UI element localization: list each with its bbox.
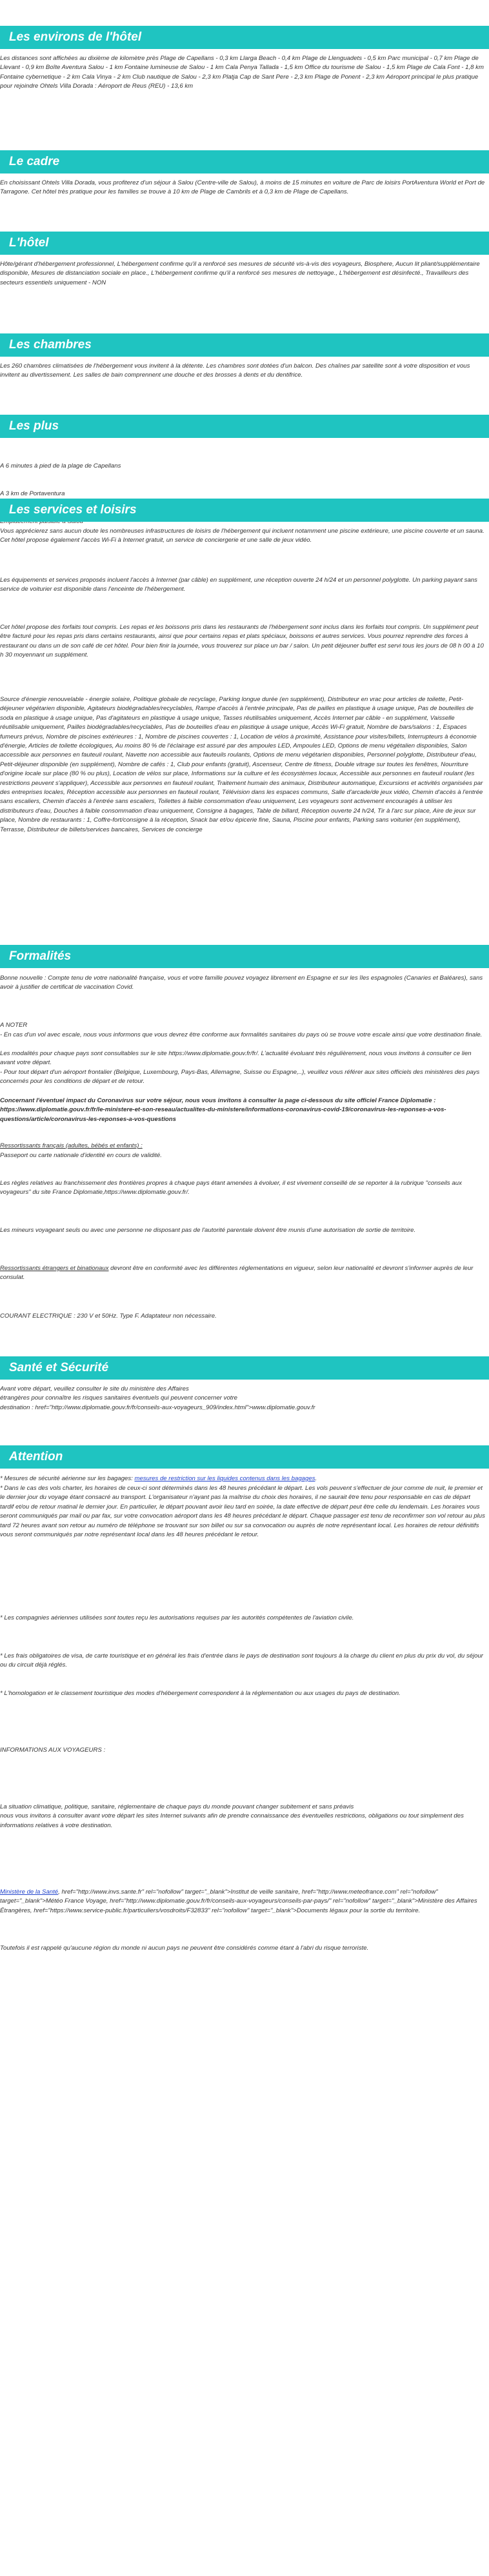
environs-text: Les distances sont affichées au dixième de kilomètre près Plage de Capellans - 0,3 km Llarga Beach - 0,4 km Plage de Llenguadets - 0,5 km Parc municipal - 0,7 km Plage de Llevant - 0,9 km Boîte Aventura Salou - 1 km Fontaine lumineuse de Salou - 1 km Cala Penya Tallada - 1,5 km Office du tourisme de Salou - 1,5 km Plage de Cala Font - 1,8 km Fontaine cybernetique - 2 km Cala Vinya - 2 km Club nautique de Salou - 2,3 km Platja Cap de Sant Pere - 2,3 km Plage de Ponent - 2,3 km Aéroport principal le plus pratique pour rejoindre Ohtels Villa Dorada : Aéroport de Reus (REU) - 13,6 km <box>0 55 486 90</box>
cadre-text: En choisissant Ohtels Villa Dorada, vous profiterez d'un séjour à Salou (Centre-ville de Salou), à moins de 15 minutes en voiture de Parc de loisirs PortAventura World et Port de Tarragone. Cet hôtel très pratique pour les familles se trouve à 10 km de Plage de Cambrils et à 0,3 km de Plage de Capellans. <box>0 179 486 196</box>
formalites-courant: COURANT ELECTRIQUE : 230 V et 50Hz. Type F. Adaptateur non nécessaire. <box>0 1313 217 1320</box>
formalites-mineurs: Les mineurs voyageant seuls ou avec une personne ne disposant pas de l'autorité parentale doivent être munis d'une autorisation de sortie de territoire. <box>0 1227 416 1234</box>
chambres-text: Les 260 chambres climatisées de l'hébergement vous invitent à la détente. Les chambres sont dotées d'un balcon. Des chaînes par satellite sont à votre disposition et vous invitent au divertissement. Les salles de bain comprennent une douche et des brosses à dents et du dentifrice. <box>0 362 472 379</box>
formalites-nota-head: A NOTER <box>0 1022 28 1029</box>
attention-a4: * Les frais obligatoires de visa, de carte touristique et en général les frais d'entrée dans le pays de destination sont toujours à la charge du client en plus du prix du vol, du séjour ou du circuit déjà réglés. <box>0 1652 485 1669</box>
section-title-hotel: L'hôtel <box>0 232 489 255</box>
liquids-restriction-link[interactable]: mesures de restriction sur les liquides contenus dans les bagages <box>134 1475 315 1482</box>
section-title-chambres: Les chambres <box>0 333 489 357</box>
formalites-covid: Concernant l'éventuel impact du Coronavirus sur votre séjour, nous vous invitons à consulter la page ci-dessous du site officiel France Diplomatie : https://www.diplomatie.gouv.fr/fr/le-ministere-et-son-reseau/actualites-du-ministere/informations-coronavirus-covid-19/coronavirus-les-reponses-a-vos-questions/article/coronavirus-les-reponses-a-vos-questions <box>0 1097 446 1123</box>
attention-a3: * Les compagnies aériennes utilisées sont toutes reçu les autorisations requises par les autorités compétentes de l'aviation civile. <box>0 1614 354 1621</box>
ministere-rest: , href="http://www.invs.sante.fr" rel="nofollow" target="_blank">Institut de veille sanitaire, href="http://www.meteofrance.com" rel="nofollow" target="_blank">Météo France Voyage, href="http://www.diplomatie.gouv.fr/fr/conseils-aux-voyageurs/conseils-par-pays/" rel="nofollow" target="_blank">Ministère des Affaires Étrangères, href="https://www.service-public.fr/particuliers/vosdroits/F32833" rel="nofollow" target="_blank">Documents légaux pour la sortie du territoire. <box>0 1888 479 1914</box>
formalites-nota3: - Pour tout départ d'un aéroport frontalier (Belgique, Luxembourg, Pays-Bas, Allemagne, Suisse ou Espagne,..), veuillez vous référer aux sites officiels des ministères des pays concernés pour les conditions de départ et de retour. <box>0 1069 481 1085</box>
formalites-res-fr-text: Passeport ou carte nationale d'identité en cours de validité. <box>0 1152 162 1159</box>
services-p2: Les équipements et services proposés incluent l'accès à Internet (par câble) en supplément, une réception ouverte 24 h/24 et un personnel polyglotte. Un parking payant sans service de voiturier est disponible dans l'enceinte de l'hébergement. <box>0 577 479 593</box>
section-title-sante: Santé et Sécurité <box>0 1356 489 1380</box>
formalites-nota2: Les modalités pour chaque pays sont consultables sur le site https://www.diplomatie.gouv.fr/fr/. L'actualité évoluant très régulièrement, nous vous invitons à consulter ce lien avant votre départ. <box>0 1050 474 1067</box>
sante-text: Avant votre départ, veuillez consulter le site du ministère des Affaires étrangères pour connaître les risques sanitaires éventuels qui peuvent concerner votre destination : href="http://www.diplomatie.gouv.fr/fr/conseils-aux-voyageurs_909/index.html">www.diplomatie.gouv.fr <box>0 1385 315 1411</box>
attention-a1 <box>0 1474 485 1483</box>
section-title-environs: Les environs de l'hôtel <box>0 26 489 49</box>
section-title-formalites: Formalités <box>0 945 489 968</box>
etrangers-underlined: Ressortissants étrangers et binationaux <box>0 1265 109 1272</box>
formalites-res-fr-head: Ressortissants français (adultes, bébés et enfants) : <box>0 1142 143 1149</box>
section-title-attention: Attention <box>0 1445 489 1469</box>
services-p4: Source d'énergie renouvelable - énergie solaire, Politique globale de recyclage, Parking longue durée (en supplément), Distributeur en vrac pour articles de toilette, Petit-déjeuner végétarien disponible, Agitateurs biodégradables/recyclables, Rampe d'accès à l'entrée principale, Pas de pailles en plastique à usage unique, Pas de bouteilles de soda en plastique à usage unique, Pas d'agitateurs en plastique à usage unique, Tasses réutilisables uniquement, Accès Internet par câble - en supplément, Vaisselle réutilisable uniquement, Pailles biodégradables/recyclables, Pas de bouteilles d'eau en plastique à usage unique, Accès Wi-Fi gratuit, Nombre de bars/salons : 1, Espaces fumeurs prévus, Nombre de piscines extérieures : 1, Nombre de piscines couvertes : 1, Location de vélos à proximité, Assistance pour visites/billets, Interrupteurs à économie d'énergie, Articles de toilette écologiques, Au moins 80 % de l'éclairage est assuré par des ampoules LED, Ampoules LED, Options de menu végétalien disponibles, Salon accessible aux personnes en fauteuil roulant, Navette non accessible aux fauteuils roulants, Options de menu végétarien disponibles, Personnel polyglotte, Distributeur d'eau, Petit-déjeuner disponible (en supplément), Nombre de cafés : 1, Club pour enfants (gratuit), Ascenseur, Centre de fitness, Double vitrage sur toutes les fenêtres, Nourriture d'origine locale sur place (80 % ou plus), Location de vélos sur place, Informations sur la culture et les écosystèmes locaux, Accessible aux personnes en fauteuil roulant (les restrictions peuvent s'appliquer), Accessible aux personnes en fauteuil roulant, Traitement humain des animaux, Distributeur automatique, Excursions et activités organisées par des entreprises locales, Réception accessible aux personnes en fauteuil roulant, Télévision dans les espaces communs, Salle d'arcade/de jeux vidéo, Chemin d'accès à l'entrée sans escaliers, Chemin d'accès à l'entrée sans escaliers, Toilettes à faible consommation d'eau uniquement, Les voyageurs sont activement encouragés à utiliser les distributeurs d'eau, Douches à faible consommation d'eau uniquement, Consigne à bagages, Table de billard, Réception ouverte 24 h/24, Tir à l'arc sur place, Aire de jeux sur place, Nombre de restaurants : 1, Coffre-fort/consigne à la réception, Snack bar et/ou épicerie fine, Sauna, Piscine pour enfants, Parking sans voiturier (en supplément), Terrasse, Distributeur de billets/services bancaires, Services de concierge <box>0 696 485 833</box>
formalites-etrangers <box>0 1264 485 1283</box>
attention-a5: * L'homologation et le classement touristique des modes d'hébergement correspondent à la réglementation ou aux usages du pays de destination. <box>0 1690 401 1697</box>
formalites-intro: Bonne nouvelle : Compte tenu de votre nationalité française, vous et votre famille pouvez voyagez librement en Espagne et sur les îles espagnoles (Canaries et Baléares), sans avoir à justifier de certificat de vaccination Covid. <box>0 975 484 991</box>
attention-a2: * Dans le cas des vols charter, les horaires de ceux-ci sont déterminés dans les 48 heures précédant le départ. Les vols peuvent s'effectuer de jour comme de nuit, le premier et le dernier jour du voyage étant consacré au transport. L'organisateur n'ayant pas la maîtrise du choix des horaires, il ne saurait être tenu pour responsable en cas de départ tardif et/ou de retour matinal le dernier jour. En particulier, le départ pouvant avoir lieu tard en soirée, la date effective de départ peut être celle du lendemain. Les horaires vous seront communiqués par mail ou par fax, sur votre convocation aéroport dans les 48 heures précédant le départ. Chaque passager est tenu de reconfirmer son vol retour au plus tard 72 heures avant son retour au numéro de téléphone se trouvant sur son billet ou sur sa convocation ou auprès de notre représentant local. Les horaires de retour définitifs vous seront communiqués par notre représentant local dans les 48 heures précédant le retour. <box>0 1485 487 1539</box>
formalites-nota1: - En cas d'un vol avec escale, nous vous informons que vous devrez être conforme aux formalités sanitaires du pays où se trouve votre escale ainsi que votre destination finale. <box>0 1031 483 1038</box>
plus-item: A 3 km de Portaventura <box>0 490 65 498</box>
attention-toutefois: Toutefois il est rappelé qu'aucune région du monde ni aucun pays ne peuvent être considérés comme étant à l'abri du risque terroriste. <box>0 1945 369 1952</box>
ministere-sante-link[interactable]: Ministère de la Santé <box>0 1888 59 1896</box>
attention-situation: La situation climatique, politique, sanitaire, réglementaire de chaque pays du monde pouvant changer subitement et sans préavis nous vous invitons à consulter avant votre départ les sites Internet suivants afin de prendre connaissance des éventuelles restrictions, obligations ou tout simplement des informations relatives à votre destination. <box>0 1803 464 1829</box>
services-p3: Cet hôtel propose des forfaits tout compris. Les repas et les boissons pris dans les restaurants de l'hébergement sont inclus dans les forfaits tout compris. Un supplément peut être facturé pour les repas pris dans certains restaurants, ainsi que pour certains repas et plats spéciaux, boissons et autres services. Vous pourrez reprendre des forces à restaurant ou dans un de son café de cet hôtel. Pour bien finir la journée, vous trouverez sur place un bar / salon. Un petit déjeuner buffet est servi tous les jours de 08 h 00 à 10 h 30 moyennant un supplément. <box>0 624 486 659</box>
services-p1: Vous apprécierez sans aucun doute les nombreuses infrastructures de loisirs de l'hébergement qui incluent notamment une piscine extérieure, une piscine couverte et un sauna. Cet hôtel propose également l'accès Wi-Fi à Internet gratuit, un service de conciergerie et une salle de jeux vidéo. <box>0 528 486 544</box>
section-title-services: Les services et loisirs <box>0 499 489 522</box>
plus-list <box>0 443 485 536</box>
section-title-cadre: Le cadre <box>0 150 489 173</box>
attention-a1-pre: * Mesures de sécurité aérienne sur les bagages: <box>0 1475 135 1482</box>
attention-info-head: INFORMATIONS AUX VOYAGEURS : <box>0 1747 106 1754</box>
etrangers-rest: devront être en conformité avec les différentes réglementations en vigueur, selon leur nationalité et devront s'informer auprès de leur consulat. <box>0 1265 475 1282</box>
hotel-text: Hôte/gérant d'hébergement professionnel, L'hébergement confirme qu'il a renforcé ses mesures de sécurité vis-à-vis des voyageurs, Biosphere, Aucun lit pliant/supplémentaire disponible, Mesures de distanciation sociale en place., L'hébergement confirme qu'il a renforcé ses mesures de nettoyage., L'hébergement est désinfecté., Travailleurs des secteurs essentiels uniquement - NON <box>0 261 482 286</box>
attention-ministere <box>0 1888 485 1916</box>
section-title-plus: Les plus <box>0 415 489 438</box>
formalites-regles: Les règles relatives au franchissement des frontières propres à chaque pays étant amenées à évoluer, il est vivement conseillé de se reporter à la rubrique "conseils aux voyageurs" du site France Diplomatie,https://www.diplomatie.gouv.fr/. <box>0 1180 464 1196</box>
attention-a1-post: . <box>315 1475 317 1482</box>
plus-item: A 6 minutes à pied de la plage de Capellans <box>0 462 121 470</box>
